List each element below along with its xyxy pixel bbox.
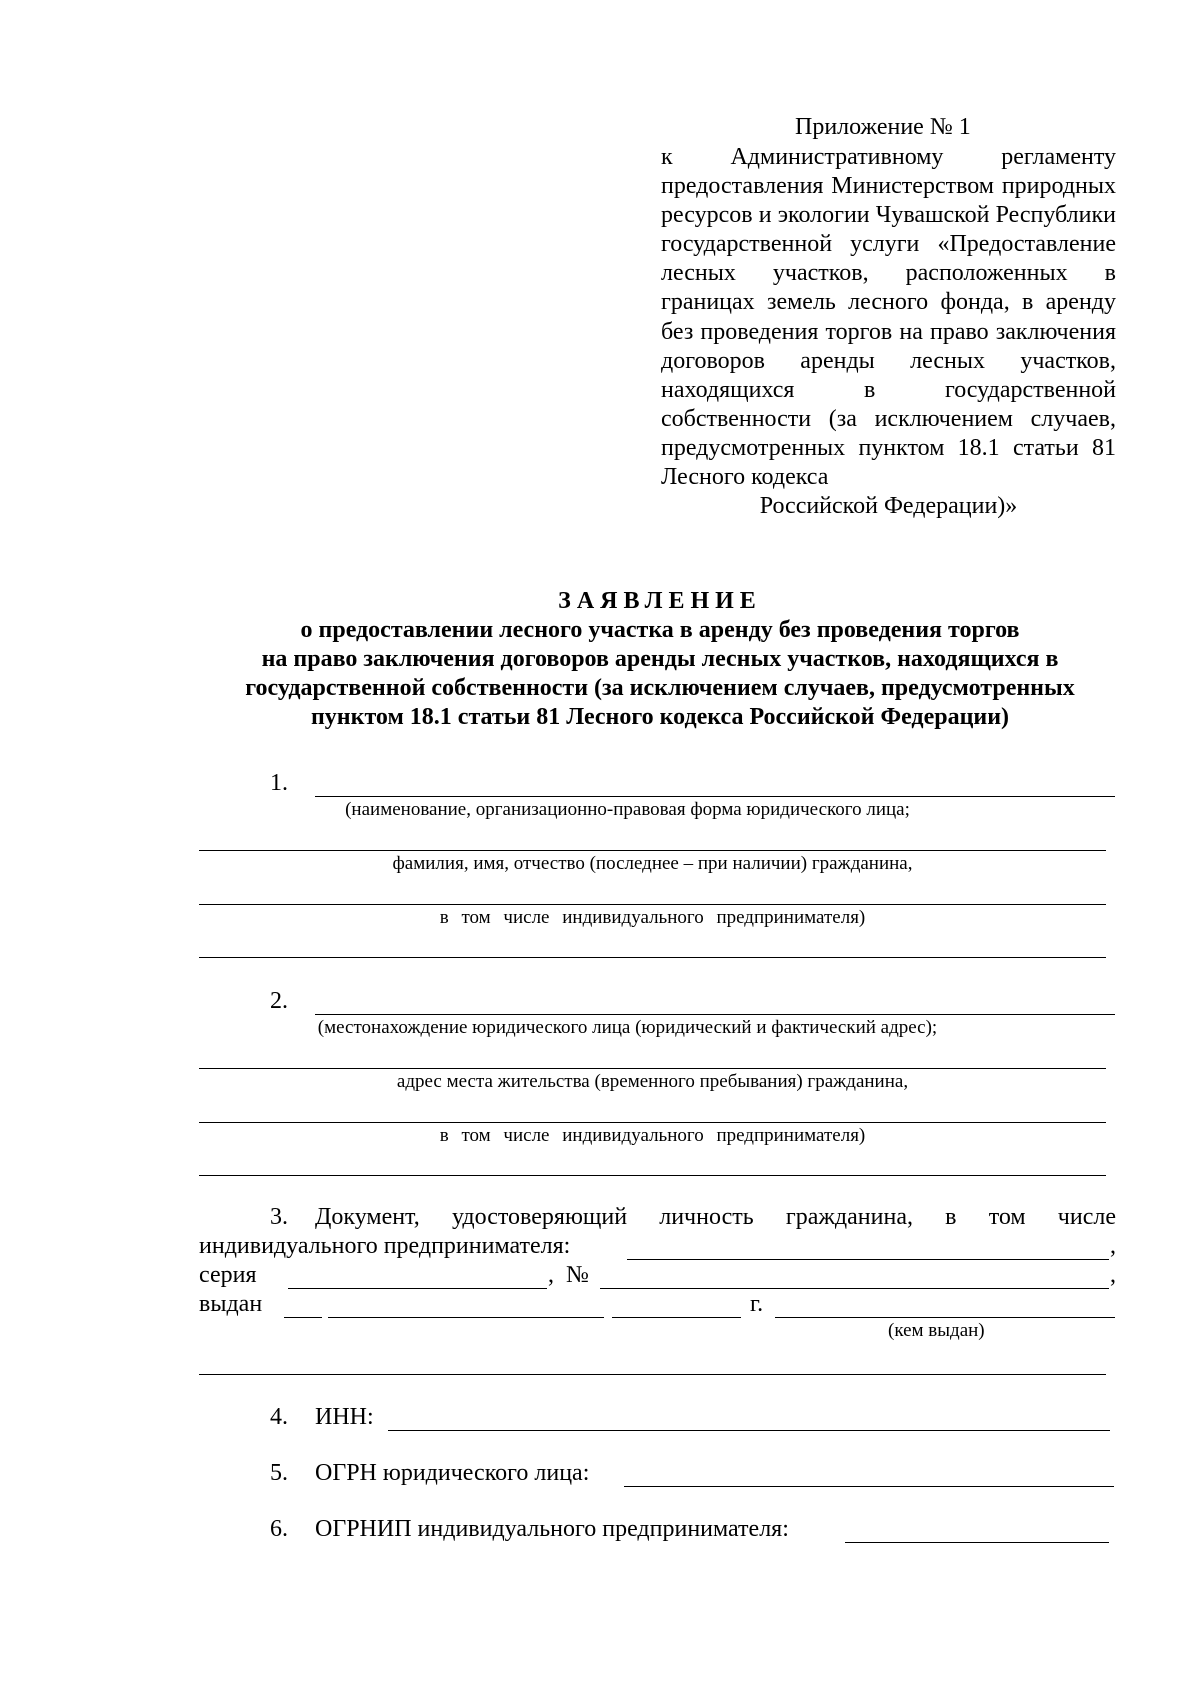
issued-year-line[interactable]: [612, 1317, 741, 1318]
year-label: г.: [750, 1291, 764, 1317]
section3-line2-label: индивидуального предпринимателя:: [199, 1233, 571, 1259]
document-title: ЗАЯВЛЕНИЕ: [558, 588, 762, 614]
number-label: №: [566, 1262, 589, 1288]
section3-number: 3.: [270, 1204, 288, 1230]
document-subtitle-2: на право заключения договоров аренды лесных участков, находящихся в: [261, 646, 1059, 672]
section1-field-line-1[interactable]: [315, 796, 1115, 797]
appendix-last-line: Российской Федерации)»: [759, 493, 1018, 520]
ogrn-field-line[interactable]: [624, 1486, 1114, 1487]
section3-line1: Документ, удостоверяющий личность гражданина, в том числе: [315, 1204, 1116, 1230]
section2-hint-1: (местонахождение юридического лица (юридический и фактический адрес);: [317, 1017, 938, 1038]
section1-field-line-2[interactable]: [199, 850, 1106, 851]
section1-number: 1.: [270, 770, 288, 796]
series-field-line[interactable]: [288, 1288, 547, 1289]
section2-hint-3: в том числе индивидуального предпринимателя): [439, 1125, 866, 1146]
section2-field-line-4[interactable]: [199, 1175, 1106, 1176]
issued-day-line[interactable]: [284, 1317, 322, 1318]
issued-by-hint: (кем выдан): [888, 1320, 985, 1341]
section2-hint-2: адрес места жительства (временного пребывания) гражданина,: [396, 1071, 909, 1092]
inn-label: ИНН:: [315, 1404, 374, 1430]
section1-field-line-3[interactable]: [199, 904, 1106, 905]
section6-number: 6.: [270, 1516, 288, 1542]
document-field-line[interactable]: [627, 1259, 1109, 1260]
section4-number: 4.: [270, 1404, 288, 1430]
document-subtitle-3: государственной собственности (за исключением случаев, предусмотренных: [245, 675, 1075, 701]
number-comma: ,: [1110, 1262, 1116, 1288]
document-subtitle-1: о предоставлении лесного участка в аренду без проведения торгов: [300, 617, 1020, 643]
appendix-body: [661, 143, 1116, 521]
issued-by-line[interactable]: [775, 1317, 1115, 1318]
section1-hint-1: (наименование, организационно-правовая форма юридического лица;: [345, 799, 910, 820]
ogrnip-label: ОГРНИП индивидуального предпринимателя:: [315, 1516, 789, 1542]
number-field-line[interactable]: [600, 1288, 1109, 1289]
ogrn-label: ОГРН юридического лица:: [315, 1460, 590, 1486]
inn-field-line[interactable]: [388, 1430, 1110, 1431]
section2-number: 2.: [270, 988, 288, 1014]
section2-field-line-3[interactable]: [199, 1122, 1106, 1123]
issued-month-line[interactable]: [328, 1317, 604, 1318]
section1-hint-2: фамилия, имя, отчество (последнее – при наличии) гражданина,: [392, 853, 913, 874]
comma: ,: [1110, 1233, 1116, 1259]
section2-field-line-1[interactable]: [315, 1014, 1115, 1015]
series-label: серия: [199, 1262, 257, 1288]
appendix-title: Приложение № 1: [795, 114, 971, 140]
section2-field-line-2[interactable]: [199, 1068, 1106, 1069]
section1-field-line-4[interactable]: [199, 957, 1106, 958]
section1-hint-3: в том числе индивидуального предпринимателя): [439, 907, 866, 928]
document-heading: [180, 586, 1140, 732]
ogrnip-field-line[interactable]: [845, 1542, 1109, 1543]
section5-number: 5.: [270, 1460, 288, 1486]
issued-label: выдан: [199, 1291, 263, 1317]
appendix-text: к Административному регламенту предоставления Министерством природных ресурсов и экологии Чувашской Республики государственной услуги «Предоставление лесных участков, расположенных в границах земель лесного фонда, в аренду без проведения торгов на право заключения договоров аренды лесных участков, находящихся в государственной собственности (за исключением случаев, предусмотренных пунктом 18.1 статьи 81 Лесного кодекса: [661, 144, 1116, 491]
document-subtitle-4: пунктом 18.1 статьи 81 Лесного кодекса Российской Федерации): [310, 704, 1010, 730]
section3-field-line-extra[interactable]: [199, 1374, 1106, 1375]
series-comma: ,: [548, 1262, 554, 1288]
